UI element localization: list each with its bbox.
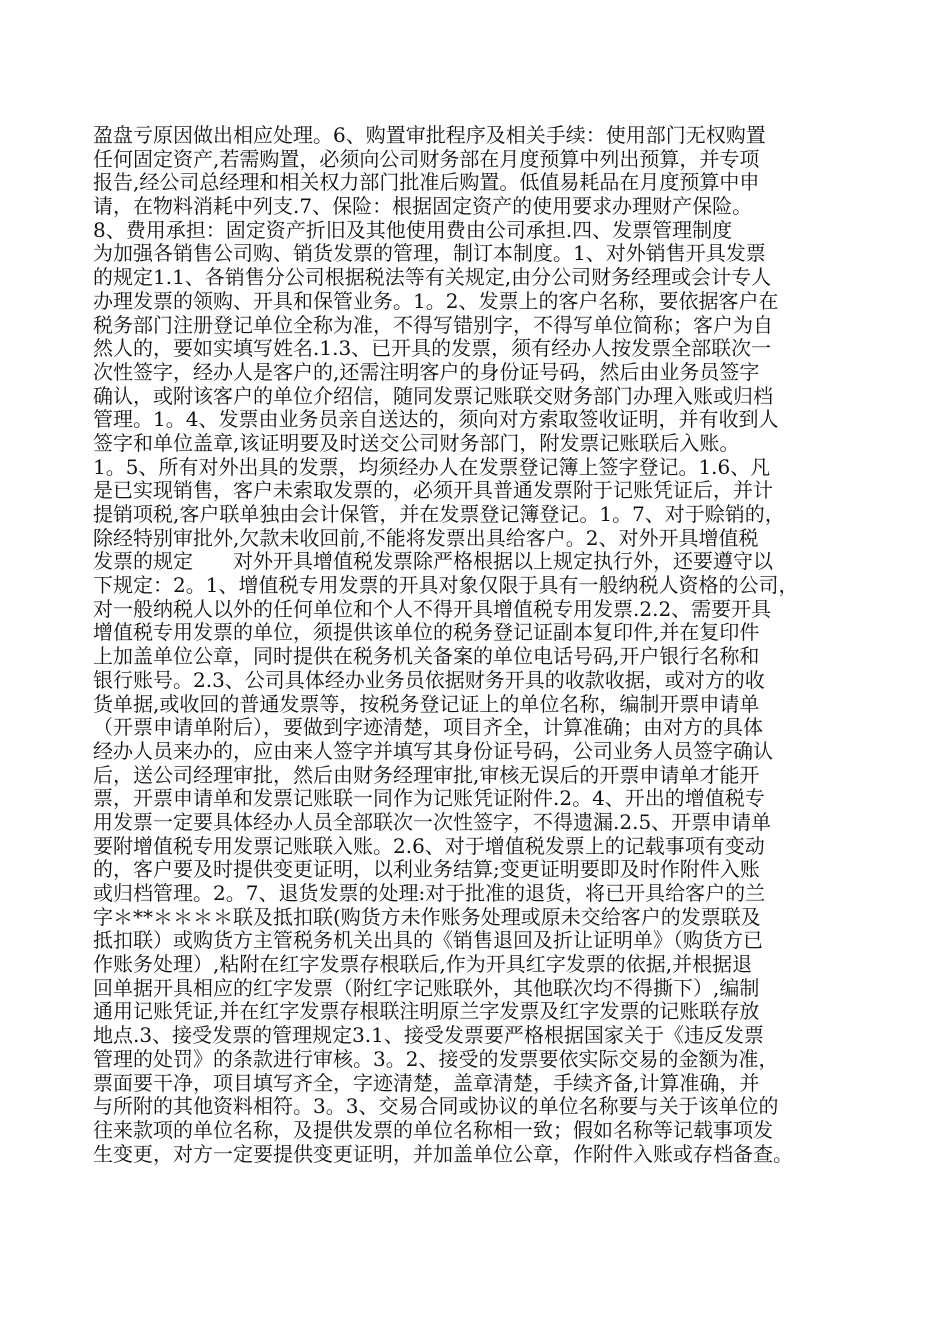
text-line: 管理的处罚》的条款进行审核。3。2、接受的发票要依实际交易的金额为准，	[93, 1046, 779, 1071]
text-line: 请，在物料消耗中列支.7、保险：根据固定资产的使用要求办理财产保险。	[93, 194, 753, 219]
text-line: 任何固定资产,若需购置，必须向公司财务部在月度预算中列出预算，并专项	[93, 146, 760, 171]
text-line: 地点.3、接受发票的管理规定3.1、接受发票要严格根据国家关于《违反发票	[93, 1023, 764, 1048]
text-line: 报告,经公司总经理和相关权力部门批准后购置。低值易耗品在月度预算中申	[93, 170, 760, 195]
text-line: 字＊**＊＊＊＊联及抵扣联(购货方未作账务处理或原未交给客户的发票联及	[93, 904, 761, 929]
text-line: 通用记账凭证,并在红字发票存根联注明原兰字发票及红字发票的记账联存放	[93, 999, 760, 1024]
text-line: 上加盖单位公章，同时提供在税务机关备案的单位电话号码,开户银行名称和	[93, 644, 760, 669]
text-line: 是已实现销售，客户未索取发票的，必须开具普通发票附于记账凭证后，并计	[93, 478, 773, 503]
text-line: 经办人员来办的，应由来人签字并填写其身份证号码，公司业务人员签字确认	[93, 738, 773, 763]
text-line: 盈盘亏原因做出相应处理。6、购置审批程序及相关手续：使用部门无权购置	[93, 123, 766, 147]
text-line: 的规定1.1、各销售分公司根据税法等有关规定,由分公司财务经理或会计专人	[93, 265, 772, 290]
text-line: 票，开票申请单和发票记账联一同作为记账凭证附件.2。4、开出的增值税专	[93, 786, 765, 811]
text-line: 确认，或附该客户的单位介绍信，随同发票记账联交财务部门办理入账或归档	[93, 383, 773, 408]
text-line: 管理。1。4、发票由业务员亲自送达的，须向对方索取签收证明，并有收到人	[93, 407, 779, 432]
text-line: 对一般纳税人以外的任何单位和个人不得开具增值税专用发票.2.2、需要开具	[93, 596, 772, 621]
text-line: 往来款项的单位名称，及提供发票的单位名称相一致；假如名称等记载事项发	[93, 1117, 773, 1142]
text-line: 下规定：2。1、增值税专用发票的开具对象仅限于具有一般纳税人资格的公司，	[93, 573, 799, 598]
text-line: 8、费用承担：固定资产折旧及其他使用费由公司承担.四、发票管理制度	[93, 217, 733, 242]
text-line: 除经特别审批外,欠款未收回前,不能将发票出具给客户。2、对外开具增值税	[93, 525, 759, 550]
text-line: 增值税专用发票的单位，须提供该单位的税务登记证副本复印件,并在复印件	[93, 620, 760, 645]
text-line: 的，客户要及时提供变更证明，以利业务结算;变更证明要即及时作附件入账	[93, 857, 760, 882]
text-line: 后，送公司经理审批，然后由财务经理审批,审核无误后的开票申请单才能开	[93, 762, 760, 787]
body-text	[93, 124, 873, 1166]
text-line: 抵扣联）或购货方主管税务机关出具的《销售退回及折让证明单》（购货方已	[93, 928, 763, 953]
text-line: 或归档管理。2。7、退货发票的处理:对于批准的退货，将已开具给客户的兰	[93, 881, 766, 905]
text-line: 生变更，对方一定要提供变更证明，并加盖单位公章，作附件入账或存档备查。	[93, 1141, 793, 1166]
text-line: 作账务处理）,粘附在红字发票存根联后,作为开具红字发票的依据,并根据退	[93, 952, 753, 977]
text-line: 发票的规定 对外开具增值税发票除严格根据以上规定执行外，还要遵守以	[93, 549, 773, 574]
text-line: （开票申请单附后），要做到字迹清楚，项目齐全，计算准确；由对方的具体	[93, 715, 763, 740]
text-line: 票面要干净，项目填写齐全，字迹清楚，盖章清楚，手续齐备,计算准确，并	[93, 1070, 760, 1095]
text-line: 提销项税,客户联单独由会计保管，并在发票登记簿登记。1。7、对于赊销的，	[93, 502, 785, 526]
text-line: 货单据,或收回的普通发票等，按税务登记证上的单位名称，编制开票申请单	[93, 691, 760, 716]
text-line: 然人的，要如实填写姓名.1.3、已开具的发票，须有经办人按发票全部联次一	[93, 336, 772, 361]
text-line: 银行账号。2.3、公司具体经办业务员依据财务开具的收款收据，或对方的收	[93, 667, 765, 692]
text-line: 税务部门注册登记单位全称为准，不得写错别字，不得写单位简称；客户为自	[93, 312, 773, 337]
text-line: 要附增值税专用发票记账联入账。2.6、对于增值税发票上的记载事项有变动	[93, 833, 765, 858]
text-line: 用发票一定要具体经办人员全部联次一次性签字，不得遗漏.2.5、开票申请单	[93, 809, 772, 834]
text-line: 次性签字，经办人是客户的,还需注明客户的身份证号码，然后由业务员签字	[93, 359, 760, 384]
text-line: 办理发票的领购、开具和保管业务。1。2、发票上的客户名称，要依据客户在	[93, 288, 779, 313]
text-line: 为加强各销售公司购、销货发票的管理，制订本制度。1、对外销售开具发票	[93, 241, 766, 266]
text-line: 1。5、所有对外出具的发票，均须经办人在发票登记簿上签字登记。1.6、凡	[93, 454, 771, 479]
text-line: 与所附的其他资料相符。3。3、交易合同或协议的单位名称要与关于该单位的	[93, 1094, 779, 1119]
text-line: 回单据开具相应的红字发票（附红字记账联外，其他联次均不得撕下）,编制	[93, 975, 760, 1000]
text-line: 签字和单位盖章,该证明要及时送交公司财务部门，附发票记账联后入账。	[93, 430, 740, 455]
